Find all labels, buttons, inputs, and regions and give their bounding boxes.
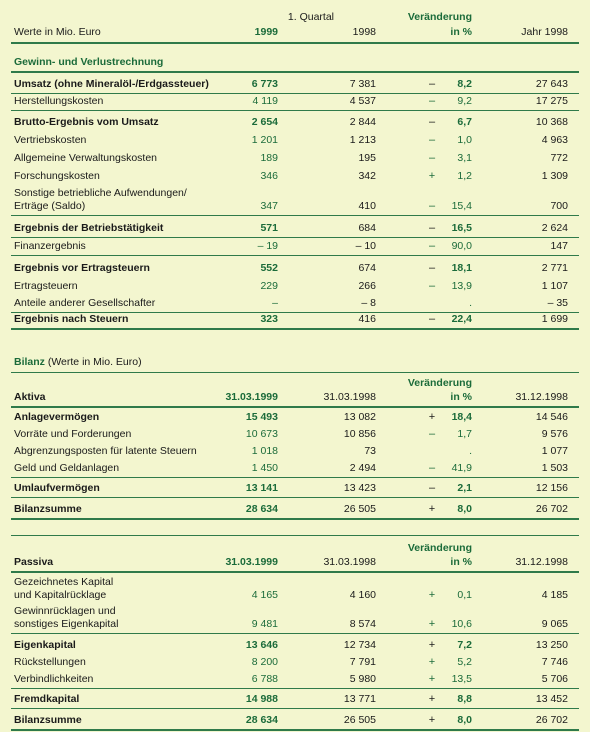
change-sign: – bbox=[428, 222, 436, 234]
prior-value: – 8 bbox=[361, 297, 376, 309]
change-sign: + bbox=[428, 589, 436, 601]
change-percent: 1,7 bbox=[457, 428, 472, 440]
header-rule bbox=[11, 42, 579, 44]
passiva-change-line2: in % bbox=[450, 556, 472, 568]
prior-value: 7 381 bbox=[349, 78, 376, 90]
row-label: Anteile anderer Gesellschafter bbox=[14, 297, 156, 309]
change-sign: + bbox=[428, 639, 436, 651]
row-rule bbox=[11, 497, 579, 498]
row-rule bbox=[11, 93, 579, 94]
current-value: 28 634 bbox=[245, 503, 278, 515]
change-sign: – bbox=[428, 200, 436, 212]
passiva-date-2: 31.03.1998 bbox=[323, 556, 376, 568]
change-percent: 1,0 bbox=[457, 134, 472, 146]
year-value: 26 702 bbox=[535, 714, 568, 726]
prior-value: 12 734 bbox=[343, 639, 376, 651]
row-label: Sonstige betriebliche Aufwendungen/ bbox=[14, 187, 187, 199]
aktiva-top-rule bbox=[11, 372, 579, 373]
quarter-header: 1. Quartal bbox=[287, 11, 334, 23]
row-rule bbox=[11, 729, 579, 731]
year-value: 4 185 bbox=[541, 589, 568, 601]
prior-value: 2 494 bbox=[349, 462, 376, 474]
passiva-header-rule bbox=[11, 571, 579, 573]
change-percent: 90,0 bbox=[451, 240, 472, 252]
passiva-top-rule bbox=[11, 535, 579, 536]
row-label: Forschungskosten bbox=[14, 170, 100, 182]
row-label: Verbindlichkeiten bbox=[14, 673, 94, 685]
prior-value: 73 bbox=[364, 445, 376, 457]
change-sign: + bbox=[428, 673, 436, 685]
change-sign: – bbox=[428, 78, 436, 90]
change-percent: 18,4 bbox=[451, 411, 472, 423]
change-sign: – bbox=[428, 482, 436, 494]
change-percent: 7,2 bbox=[457, 639, 472, 651]
change-percent: 41,9 bbox=[451, 462, 472, 474]
aktiva-title: Aktiva bbox=[14, 391, 46, 403]
prior-value: 4 160 bbox=[349, 589, 376, 601]
aktiva-date-1: 31.03.1999 bbox=[225, 391, 278, 403]
prior-value: 10 856 bbox=[343, 428, 376, 440]
year-1998-header: 1998 bbox=[352, 26, 376, 38]
current-value: 14 988 bbox=[245, 693, 278, 705]
row-label: Gezeichnetes Kapital bbox=[14, 576, 114, 588]
row-rule bbox=[11, 477, 579, 478]
change-percent: 6,7 bbox=[457, 116, 472, 128]
change-header-line2: in % bbox=[450, 26, 472, 38]
change-sign: – bbox=[428, 95, 436, 107]
row-label: Geld und Geldanlagen bbox=[14, 462, 120, 474]
current-value: 28 634 bbox=[245, 714, 278, 726]
year-header: Jahr 1998 bbox=[521, 26, 568, 38]
change-sign: – bbox=[428, 152, 436, 164]
row-label: Ergebnis nach Steuern bbox=[14, 313, 129, 325]
current-value: 1 450 bbox=[251, 462, 278, 474]
prior-value: 2 844 bbox=[349, 116, 376, 128]
year-1999-header: 1999 bbox=[254, 26, 278, 38]
year-value: 9 065 bbox=[541, 618, 568, 630]
current-value: 229 bbox=[260, 280, 278, 292]
current-value: 189 bbox=[260, 152, 278, 164]
year-value: 1 309 bbox=[541, 170, 568, 182]
year-value: 5 706 bbox=[541, 673, 568, 685]
year-value: 2 624 bbox=[541, 222, 568, 234]
year-value: 13 452 bbox=[535, 693, 568, 705]
change-percent: . bbox=[469, 445, 472, 457]
year-value: 1 107 bbox=[541, 280, 568, 292]
prior-value: 1 213 bbox=[349, 134, 376, 146]
row-label: Umsatz (ohne Mineralöl-/Erdgassteuer) bbox=[14, 78, 209, 90]
year-value: 700 bbox=[550, 200, 568, 212]
year-value: 14 546 bbox=[535, 411, 568, 423]
year-value: 147 bbox=[550, 240, 568, 252]
change-percent: 18,1 bbox=[451, 262, 472, 274]
row-rule bbox=[11, 708, 579, 709]
year-value: 772 bbox=[550, 152, 568, 164]
prior-value: 4 537 bbox=[349, 95, 376, 107]
prior-value: 13 771 bbox=[343, 693, 376, 705]
row-rule bbox=[11, 688, 579, 689]
prior-value: 674 bbox=[358, 262, 376, 274]
change-percent: 8,0 bbox=[457, 714, 472, 726]
year-value: – 35 bbox=[547, 297, 568, 309]
current-value: 6 773 bbox=[251, 78, 278, 90]
passiva-date-3: 31.12.1998 bbox=[515, 556, 568, 568]
row-label: Allgemeine Verwaltungskosten bbox=[14, 152, 158, 164]
change-sign: + bbox=[428, 170, 436, 182]
change-percent: 13,5 bbox=[451, 673, 472, 685]
change-sign: – bbox=[428, 116, 436, 128]
aktiva-change-line1: Veränderung bbox=[407, 377, 472, 389]
change-percent: 16,5 bbox=[451, 222, 472, 234]
aktiva-change-line2: in % bbox=[450, 391, 472, 403]
unit-label: Werte in Mio. Euro bbox=[14, 26, 101, 38]
prior-value: 5 980 bbox=[349, 673, 376, 685]
current-value: 323 bbox=[260, 313, 278, 325]
row-rule bbox=[11, 110, 579, 111]
change-sign: + bbox=[428, 656, 436, 668]
row-label-line2: und Kapitalrücklage bbox=[14, 589, 107, 601]
row-rule bbox=[11, 518, 579, 520]
current-value: 1 018 bbox=[251, 445, 278, 457]
current-value: – 19 bbox=[257, 240, 278, 252]
current-value: 13 646 bbox=[245, 639, 278, 651]
passiva-title: Passiva bbox=[14, 556, 54, 568]
current-value: 13 141 bbox=[245, 482, 278, 494]
row-label: Brutto-Ergebnis vom Umsatz bbox=[14, 116, 159, 128]
year-value: 1 699 bbox=[541, 313, 568, 325]
passiva-change-line1: Veränderung bbox=[407, 542, 472, 554]
year-value: 10 368 bbox=[535, 116, 568, 128]
current-value: 4 165 bbox=[251, 589, 278, 601]
year-value: 1 077 bbox=[541, 445, 568, 457]
aktiva-header-rule bbox=[11, 406, 579, 408]
year-value: 7 746 bbox=[541, 656, 568, 668]
row-label: Finanzergebnis bbox=[14, 240, 86, 252]
section-rule bbox=[11, 71, 579, 73]
change-percent: 0,1 bbox=[457, 589, 472, 601]
row-rule bbox=[11, 255, 579, 256]
current-value: 552 bbox=[260, 262, 278, 274]
row-label: Bilanzsumme bbox=[14, 503, 82, 515]
prior-value: 7 791 bbox=[349, 656, 376, 668]
change-percent: 3,1 bbox=[457, 152, 472, 164]
prior-value: 410 bbox=[358, 200, 376, 212]
row-rule bbox=[11, 633, 579, 634]
row-label-line2: sonstiges Eigenkapital bbox=[14, 618, 119, 630]
change-percent: 8,8 bbox=[457, 693, 472, 705]
prior-value: 266 bbox=[358, 280, 376, 292]
prior-value: 416 bbox=[358, 313, 376, 325]
change-sign: – bbox=[428, 428, 436, 440]
year-value: 17 275 bbox=[535, 95, 568, 107]
change-header-line1: Veränderung bbox=[407, 11, 472, 23]
change-percent: . bbox=[469, 297, 472, 309]
change-percent: 15,4 bbox=[451, 200, 472, 212]
row-rule bbox=[11, 215, 579, 216]
row-label-line2: Erträge (Saldo) bbox=[14, 200, 86, 212]
year-value: 2 771 bbox=[541, 262, 568, 274]
prior-value: 8 574 bbox=[349, 618, 376, 630]
current-value: 4 119 bbox=[252, 95, 278, 107]
current-value: 571 bbox=[260, 222, 278, 234]
prior-value: 195 bbox=[358, 152, 376, 164]
current-value: 8 200 bbox=[251, 656, 278, 668]
prior-value: 13 082 bbox=[343, 411, 376, 423]
year-value: 1 503 bbox=[541, 462, 568, 474]
change-percent: 9,2 bbox=[457, 95, 472, 107]
prior-value: 13 423 bbox=[343, 482, 376, 494]
change-sign: – bbox=[428, 134, 436, 146]
row-label: Rückstellungen bbox=[14, 656, 86, 668]
current-value: 6 788 bbox=[251, 673, 278, 685]
row-label: Eigenkapital bbox=[14, 639, 76, 651]
prior-value: 684 bbox=[358, 222, 376, 234]
prior-value: 26 505 bbox=[343, 503, 376, 515]
row-label: Abgrenzungsposten für latente Steuern bbox=[14, 445, 197, 457]
prior-value: – 10 bbox=[355, 240, 376, 252]
year-value: 27 643 bbox=[535, 78, 568, 90]
year-value: 26 702 bbox=[535, 503, 568, 515]
row-label: Gewinnrücklagen und bbox=[14, 605, 116, 617]
current-value: 347 bbox=[260, 200, 278, 212]
change-sign: + bbox=[428, 693, 436, 705]
year-value: 4 963 bbox=[541, 134, 568, 146]
year-value: 12 156 bbox=[535, 482, 568, 494]
change-sign: – bbox=[428, 262, 436, 274]
current-value: 346 bbox=[260, 170, 278, 182]
row-label: Vorräte und Forderungen bbox=[14, 428, 132, 440]
row-label: Herstellungskosten bbox=[14, 95, 104, 107]
current-value: 9 481 bbox=[251, 618, 278, 630]
change-sign: + bbox=[428, 618, 436, 630]
current-value: 15 493 bbox=[245, 411, 278, 423]
change-percent: 13,9 bbox=[451, 280, 472, 292]
change-sign: + bbox=[428, 503, 436, 515]
row-label: Ergebnis vor Ertragsteuern bbox=[14, 262, 150, 274]
row-label: Fremdkapital bbox=[14, 693, 80, 705]
row-label: Anlagevermögen bbox=[14, 411, 100, 423]
change-sign: + bbox=[428, 411, 436, 423]
current-value: 10 673 bbox=[245, 428, 278, 440]
guv-section-title: Gewinn- und Verlustrechnung bbox=[14, 56, 164, 68]
aktiva-date-2: 31.03.1998 bbox=[323, 391, 376, 403]
change-sign: – bbox=[428, 240, 436, 252]
change-percent: 5,2 bbox=[457, 656, 472, 668]
row-label: Ergebnis der Betriebstätigkeit bbox=[14, 222, 164, 234]
change-sign: – bbox=[428, 280, 436, 292]
current-value: 2 654 bbox=[251, 116, 278, 128]
row-rule bbox=[11, 237, 579, 238]
aktiva-date-3: 31.12.1998 bbox=[515, 391, 568, 403]
year-value: 9 576 bbox=[541, 428, 568, 440]
change-sign: + bbox=[428, 714, 436, 726]
change-sign: – bbox=[428, 462, 436, 474]
row-rule bbox=[11, 328, 579, 330]
change-percent: 8,2 bbox=[457, 78, 472, 90]
current-value: 1 201 bbox=[251, 134, 278, 146]
change-percent: 10,6 bbox=[451, 618, 472, 630]
change-percent: 22,4 bbox=[451, 313, 472, 325]
change-sign: – bbox=[428, 313, 436, 325]
prior-value: 342 bbox=[358, 170, 376, 182]
current-value: – bbox=[272, 297, 278, 309]
year-value: 13 250 bbox=[535, 639, 568, 651]
row-label: Bilanzsumme bbox=[14, 714, 82, 726]
change-percent: 2,1 bbox=[457, 482, 472, 494]
row-label: Vertriebskosten bbox=[14, 134, 87, 146]
prior-value: 26 505 bbox=[343, 714, 376, 726]
passiva-date-1: 31.03.1999 bbox=[225, 556, 278, 568]
change-percent: 8,0 bbox=[457, 503, 472, 515]
row-label: Ertragsteuern bbox=[14, 280, 78, 292]
bilanz-title: Bilanz (Werte in Mio. Euro) bbox=[14, 356, 142, 368]
change-percent: 1,2 bbox=[457, 170, 472, 182]
row-label: Umlaufvermögen bbox=[14, 482, 100, 494]
